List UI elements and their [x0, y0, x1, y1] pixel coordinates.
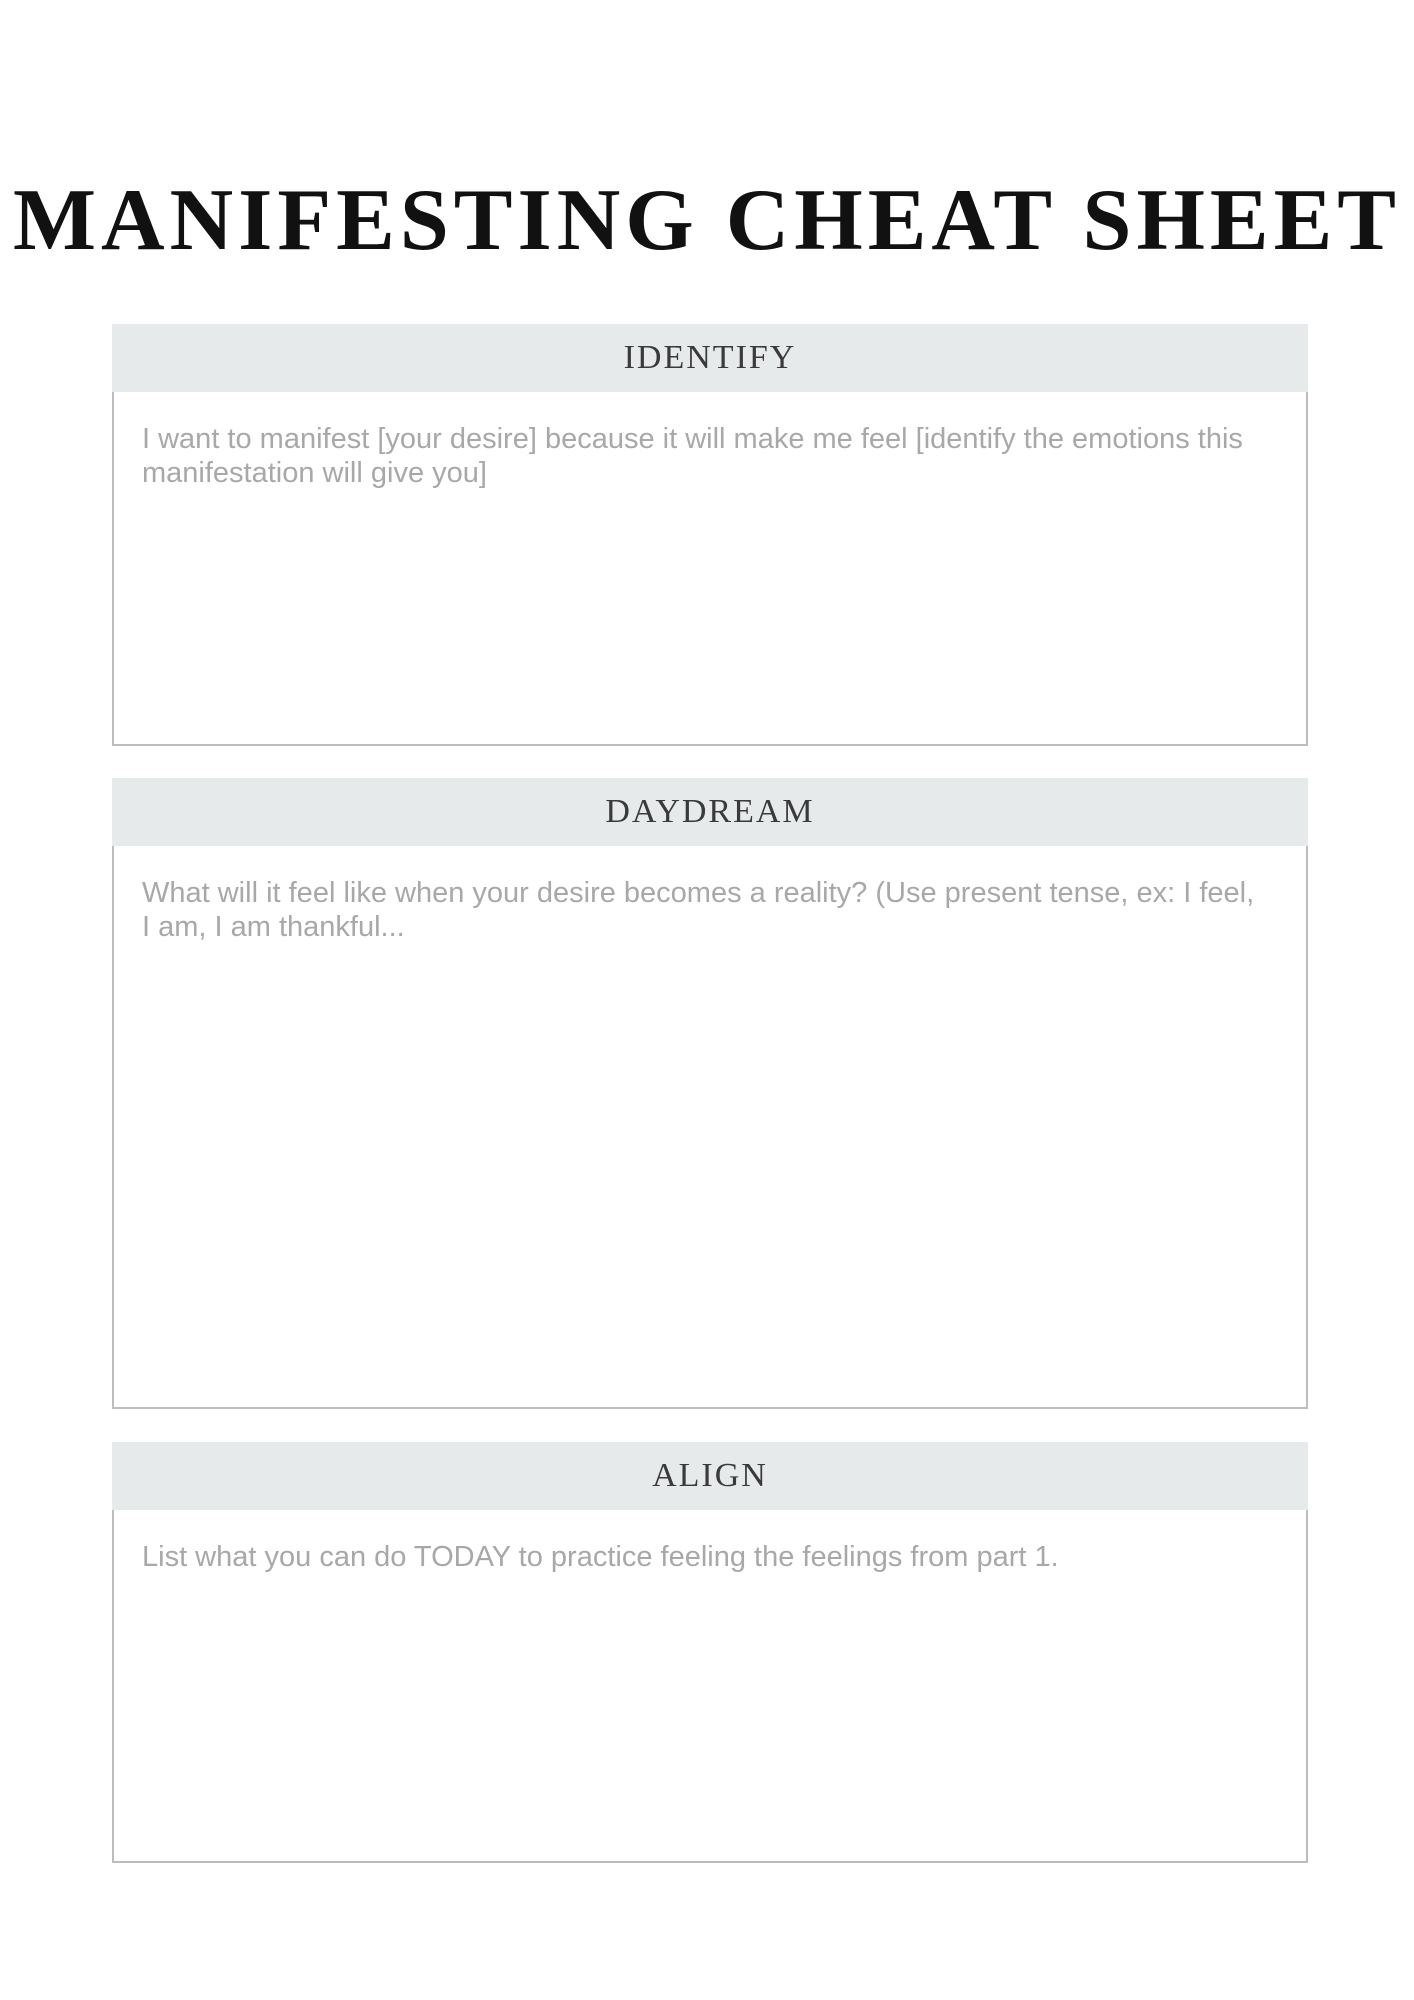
- align-prompt: List what you can do TODAY to practice feeling the feelings from part 1.: [142, 1541, 1059, 1573]
- identify-section: [112, 324, 1308, 746]
- identify-writing-area[interactable]: [112, 392, 1308, 746]
- align-heading: ALIGN: [112, 1442, 1308, 1510]
- daydream-prompt: What will it feel like when your desire becomes a reality? (Use present tense, ex: I feel, I am, I am thankful...: [142, 877, 1255, 943]
- page-title: MANIFESTING CHEAT SHEET: [12, 171, 1402, 269]
- identify-prompt: I want to manifest [your desire] because it will make me feel [identify the emotions this manifestation will give you]: [142, 423, 1243, 489]
- align-writing-area[interactable]: [112, 1510, 1308, 1863]
- identify-heading: IDENTIFY: [112, 324, 1308, 392]
- daydream-writing-area[interactable]: [112, 846, 1308, 1409]
- daydream-section: [112, 778, 1308, 1409]
- align-section: [112, 1442, 1308, 1863]
- daydream-heading: DAYDREAM: [112, 778, 1308, 846]
